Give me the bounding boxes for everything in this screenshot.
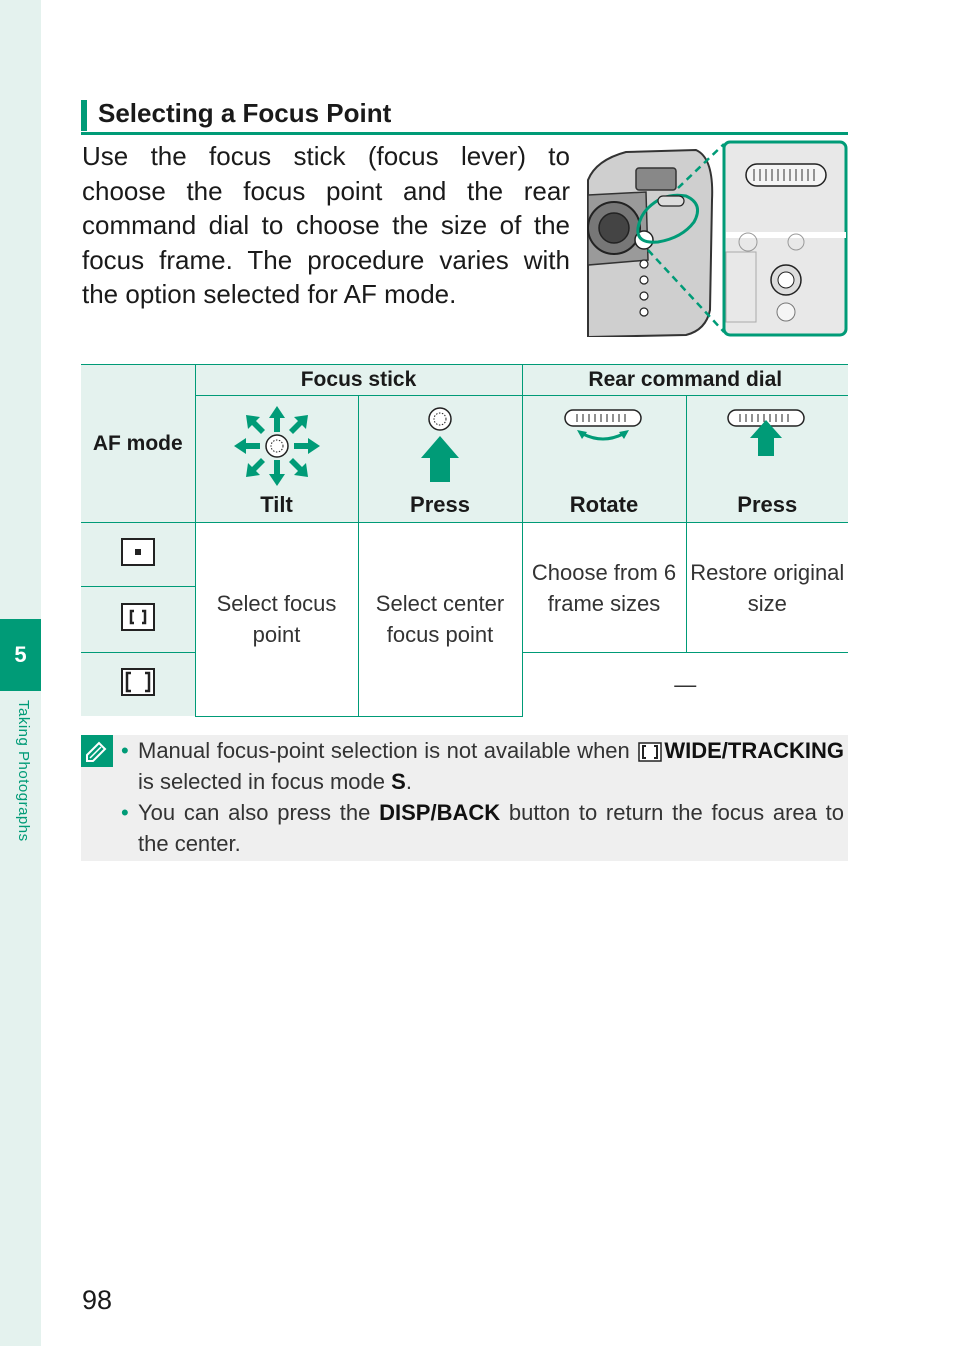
note-icon	[81, 735, 113, 767]
disp-back-button-label: DISP/BACK	[379, 800, 501, 825]
note2-post: button to return the focus area to the center.	[138, 800, 844, 856]
section-title: Selecting a Focus Point	[98, 98, 392, 128]
bullet-icon: •	[121, 800, 129, 825]
rotate-description: Choose from 6 frame sizes	[522, 523, 686, 653]
wide-tracking-text: WIDE/TRACKING	[664, 738, 844, 763]
wide-tracking-icon	[121, 668, 155, 696]
rear-dial-press-icon	[726, 406, 808, 482]
note-box	[81, 735, 848, 861]
chapter-tab[interactable]: 5	[0, 619, 41, 691]
press-stick-label: Press	[410, 492, 470, 517]
heading-accent-bar	[81, 100, 87, 131]
section-heading	[81, 98, 848, 135]
rotate-column-header	[522, 396, 686, 523]
rear-dial-rotate-icon	[563, 406, 645, 450]
rear-dial-header: Rear command dial	[522, 365, 848, 396]
zone-icon	[121, 603, 155, 631]
intro-paragraph: Use the focus stick (focus lever) to choose the focus point and the rear command dial to choose the size of the focus frame. The procedure varies with the option selected for AF mode.	[82, 141, 570, 309]
focus-stick-tilt-icon	[234, 406, 320, 486]
page-number: 98	[82, 1285, 113, 1315]
press-dial-label: Press	[737, 492, 798, 517]
note1-text: Manual focus-point selection is not available when	[138, 738, 630, 763]
af-mode-table	[81, 364, 848, 717]
press-dial-column-header	[686, 396, 848, 523]
focus-stick-header: Focus stick	[195, 365, 522, 396]
note1-middle: is selected in focus mode	[138, 769, 386, 794]
note-item-2	[119, 797, 844, 859]
bullet-icon: •	[121, 738, 129, 763]
single-point-mode-cell	[81, 523, 195, 587]
press-stick-description: Select center focus point	[358, 523, 522, 717]
press-stick-column-header	[358, 396, 522, 523]
note-item-1	[119, 735, 844, 797]
rotate-label: Rotate	[569, 492, 639, 517]
note-list	[119, 735, 844, 859]
zone-mode-cell	[81, 587, 195, 653]
chapter-label: Taking Photographs	[15, 700, 32, 842]
tilt-description: Select focus point	[195, 523, 358, 717]
tilt-label: Tilt	[260, 492, 293, 517]
press-dial-description: Restore original size	[686, 523, 848, 653]
wide-tracking-dial-dash: —	[522, 653, 848, 717]
wide-tracking-inline-icon	[638, 742, 662, 762]
camera-illustration	[586, 140, 848, 337]
single-point-icon	[121, 538, 155, 566]
focus-mode-s: S	[391, 769, 406, 794]
tilt-column-header	[195, 396, 358, 523]
af-mode-header: AF mode	[81, 365, 195, 523]
note2-pre: You can also press the	[138, 800, 371, 825]
focus-stick-press-icon	[417, 406, 463, 482]
note1-period: .	[405, 769, 412, 794]
wide-tracking-mode-cell	[81, 653, 195, 717]
